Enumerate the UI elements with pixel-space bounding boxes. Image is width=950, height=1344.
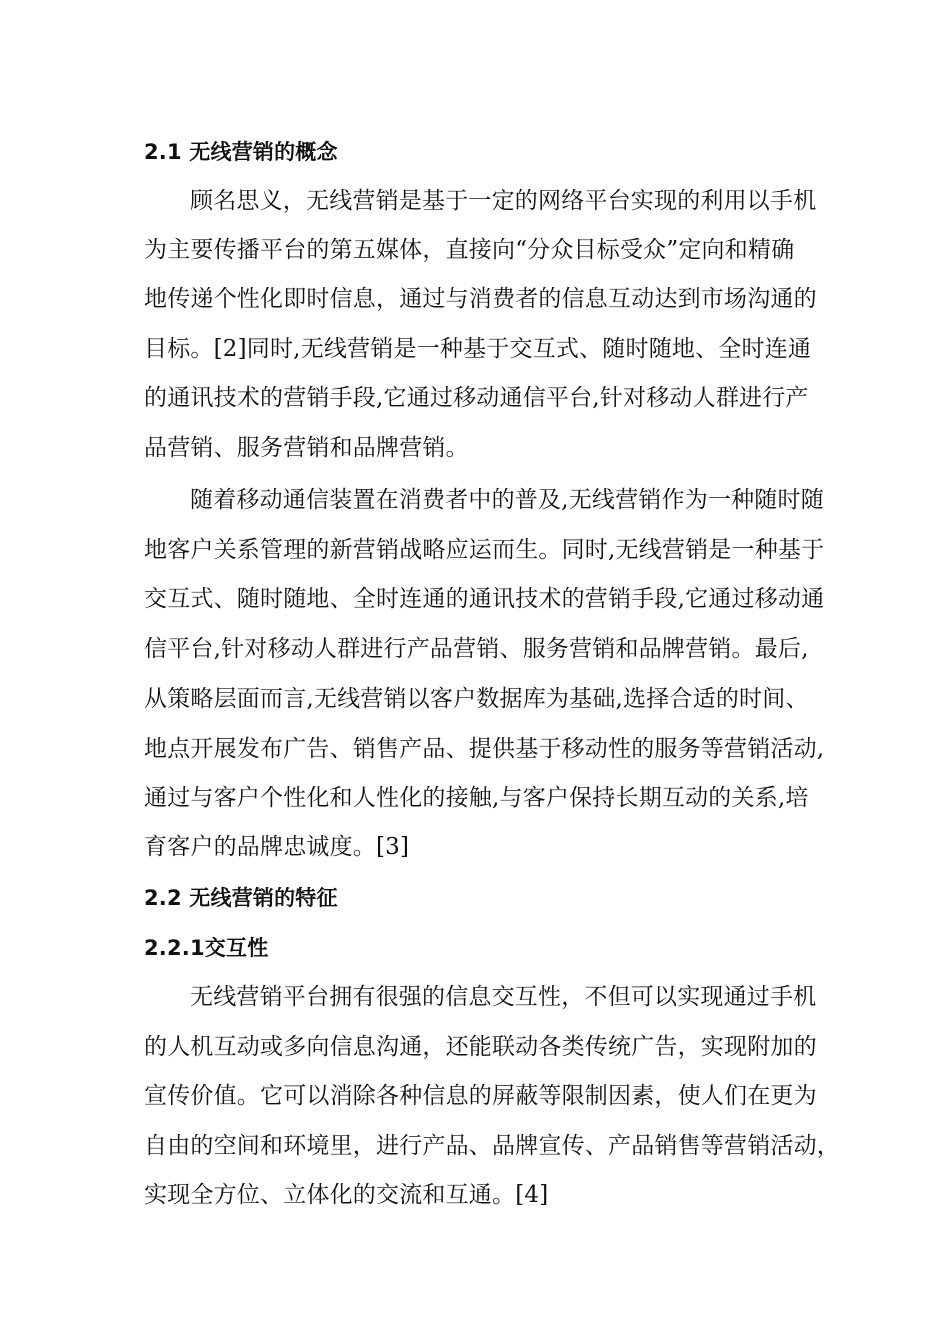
section-heading-2-1: 2.1 无线营销的概念 bbox=[144, 140, 338, 164]
section-heading-2-2: 2.2 无线营销的特征 bbox=[144, 886, 338, 910]
paragraph-line: 从策略层面而言,无线营销以客户数据库为基础,选择合适的时间、 bbox=[144, 686, 809, 712]
paragraph-line: 的人机互动或多向信息沟通，还能联动各类传统广告，实现附加的 bbox=[144, 1034, 817, 1060]
paragraph-line: 自由的空间和环境里，进行产品、品牌宣传、产品销售等营销活动， bbox=[144, 1133, 840, 1159]
subsection-heading-2-2-1: 2.2.1交互性 bbox=[144, 936, 269, 960]
paragraph-line: 为主要传播平台的第五媒体，直接向“分众目标受众”定向和精确 bbox=[144, 237, 795, 263]
paragraph-line: 地传递个性化即时信息，通过与消费者的信息互动达到市场沟通的 bbox=[144, 286, 817, 312]
paragraph-line: 育客户的品牌忠诚度。[3] bbox=[144, 834, 410, 860]
paragraph-line: 地点开展发布广告、销售产品、提供基于移动性的服务等营销活动, bbox=[144, 736, 825, 762]
paragraph-line: 随着移动通信装置在消费者中的普及,无线营销作为一种随时随 bbox=[190, 487, 824, 513]
paragraph-line: 实现全方位、立体化的交流和互通。[4] bbox=[144, 1182, 549, 1208]
paragraph-line: 信平台,针对移动人群进行产品营销、服务营销和品牌营销。最后, bbox=[144, 636, 809, 662]
paragraph-line: 无线营销平台拥有很强的信息交互性，不但可以实现通过手机 bbox=[190, 984, 817, 1010]
paragraph-line: 的通讯技术的营销手段,它通过移动通信平台,针对移动人群进行产 bbox=[144, 385, 809, 411]
paragraph-line: 宣传价值。它可以消除各种信息的屏蔽等限制因素，使人们在更为 bbox=[144, 1083, 817, 1109]
paragraph-line: 地客户关系管理的新营销战略应运而生。同时,无线营销是一种基于 bbox=[144, 537, 825, 563]
paragraph-line: 通过与客户个性化和人性化的接触,与客户保持长期互动的关系,培 bbox=[144, 785, 809, 811]
paragraph-line: 品营销、服务营销和品牌营销。 bbox=[144, 435, 469, 461]
paragraph-line: 顾名思义，无线营销是基于一定的网络平台实现的利用以手机 bbox=[190, 188, 817, 214]
paragraph-line: 目标。[2]同时,无线营销是一种基于交互式、随时随地、全时连通 bbox=[144, 336, 812, 362]
paragraph-line: 交互式、随时随地、全时连通的通讯技术的营销手段,它通过移动通 bbox=[144, 586, 825, 612]
